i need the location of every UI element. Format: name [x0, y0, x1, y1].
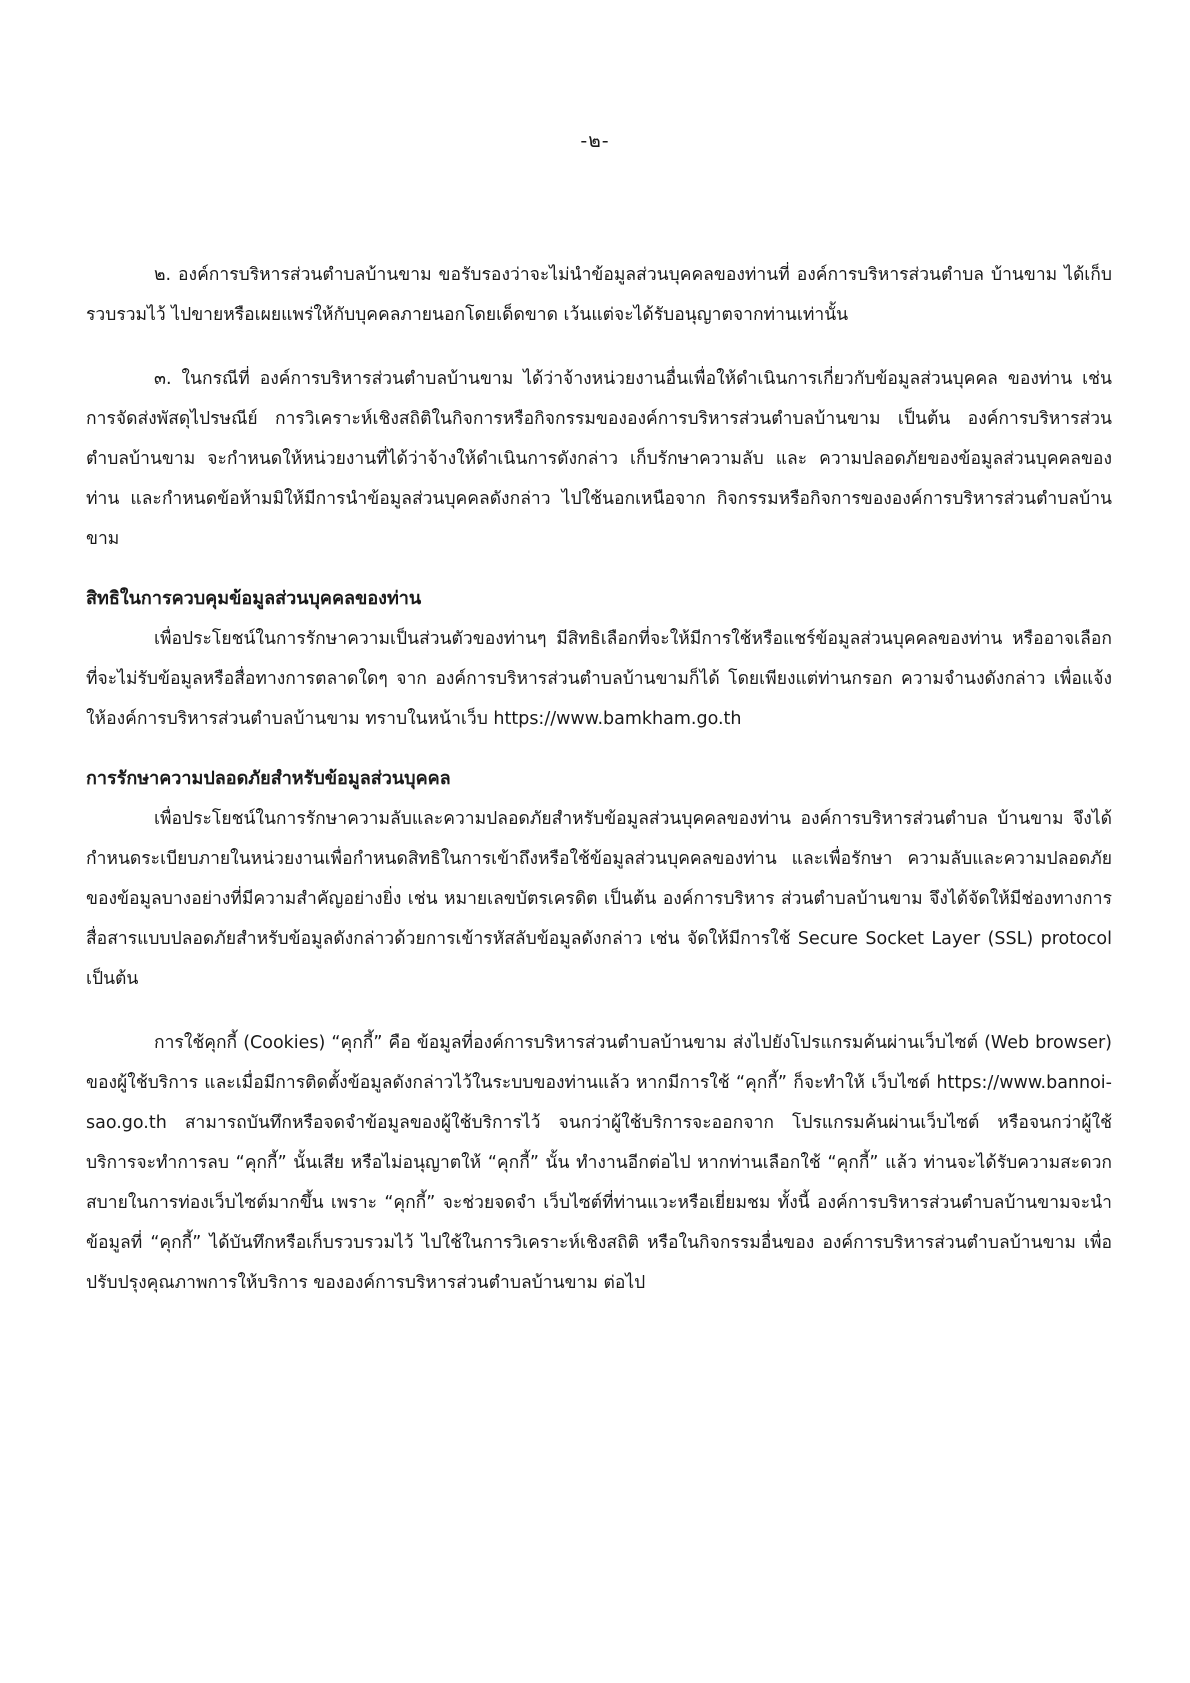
section-heading-data-control-rights: สิทธิในการควบคุมข้อมูลส่วนบุคคลของท่าน [86, 588, 422, 609]
page-number: -๒- [580, 130, 610, 152]
section-heading-data-security: การรักษาความปลอดภัยสำหรับข้อมูลส่วนบุคคล [86, 768, 451, 789]
paragraph-data-security: เพื่อประโยชน์ในการรักษาความลับและความปลอดภัยสำหรับข้อมูลส่วนบุคคลของท่าน องค์การบริหารส่วนตำบล บ้านขาม จึงได้กำหนดระเบียบภายในหน่วยงานเพื่อกำหนดสิทธิในการเข้าถึงหรือใช้ข้อมูลส่วนบุคคลของท่าน และเพื่อรักษา ความลับและความปลอดภัยของข้อมูลบางอย่างที่มีความสำคัญอย่างยิ่ง เช่น หมายเลขบัตรเครดิต เป็นต้น องค์การบริหาร ส่วนตำบลบ้านขาม จึงได้จัดให้มีช่องทางการสื่อสารแบบปลอดภัยสำหรับข้อมูลดังกล่าวด้วยการเข้ารหัสลับข้อมูลดังกล่าว เช่น จัดให้มีการใช้ Secure Socket Layer (SSL) protocol เป็นต้น [86, 809, 1112, 989]
document-body [86, 255, 1112, 1303]
paragraph-item-2: ๒. องค์การบริหารส่วนตำบลบ้านขาม ขอรับรองว่าจะไม่นำข้อมูลส่วนบุคคลของท่านที่ องค์การบริหารส่วนตำบล บ้านขาม ได้เก็บรวบรวมไว้ ไปขายหรือเผยแพร่ให้กับบุคคลภายนอกโดยเด็ดขาด เว้นแต่จะได้รับอนุญาตจากท่านเท่านั้น [86, 265, 1112, 325]
paragraph-cookies: การใช้คุกกี้ (Cookies) “คุกกี้” คือ ข้อมูลที่องค์การบริหารส่วนตำบลบ้านขาม ส่งไปยังโปรแกรมค้นผ่านเว็บไซต์ (Web browser) ของผู้ใช้บริการ และเมื่อมีการติดตั้งข้อมูลดังกล่าวไว้ในระบบของท่านแล้ว หากมีการใช้ “คุกกี้” ก็จะทำให้ เว็บไซต์ https://www.bannoi-sao.go.th สามารถบันทึกหรือจดจำข้อมูลของผู้ใช้บริการไว้ จนกว่าผู้ใช้บริการจะออกจาก โปรแกรมค้นผ่านเว็บไซต์ หรือจนกว่าผู้ใช้บริการจะทำการลบ “คุกกี้” นั้นเสีย หรือไม่อนุญาตให้ “คุกกี้” นั้น ทำงานอีกต่อไป หากท่านเลือกใช้ “คุกกี้” แล้ว ท่านจะได้รับความสะดวกสบายในการท่องเว็บไซต์มากขึ้น เพราะ “คุกกี้” จะช่วยจดจำ เว็บไซต์ที่ท่านแวะหรือเยี่ยมชม ทั้งนี้ องค์การบริหารส่วนตำบลบ้านขามจะนำข้อมูลที่ “คุกกี้” ได้บันทึกหรือเก็บรวบรวมไว้ ไปใช้ในการวิเคราะห์เชิงสถิติ หรือในกิจกรรมอื่นของ องค์การบริหารส่วนตำบลบ้านขาม เพื่อ ปรับปรุงคุณภาพการให้บริการ ขององค์การบริหารส่วนตำบลบ้านขาม ต่อไป [86, 1033, 1112, 1293]
paragraph-data-control: เพื่อประโยชน์ในการรักษาความเป็นส่วนตัวของท่านๆ มีสิทธิเลือกที่จะให้มีการใช้หรือแชร์ข้อมูลส่วนบุคคลของท่าน หรืออาจเลือกที่จะไม่รับข้อมูลหรือสื่อทางการตลาดใดๆ จาก องค์การบริหารส่วนตำบลบ้านขามก็ได้ โดยเพียงแต่ท่านกรอก ความจำนงดังกล่าว เพื่อแจ้งให้องค์การบริหารส่วนตำบลบ้านขาม ทราบในหน้าเว็บ https://www.bamkham.go.th [86, 629, 1112, 729]
paragraph-item-3: ๓. ในกรณีที่ องค์การบริหารส่วนตำบลบ้านขาม ได้ว่าจ้างหน่วยงานอื่นเพื่อให้ดำเนินการเกี่ยวกับข้อมูลส่วนบุคคล ของท่าน เช่น การจัดส่งพัสดุไปรษณีย์ การวิเคราะห์เชิงสถิติในกิจการหรือกิจกรรมขององค์การบริหารส่วนตำบลบ้านขาม เป็นต้น องค์การบริหารส่วนตำบลบ้านขาม จะกำหนดให้หน่วยงานที่ได้ว่าจ้างให้ดำเนินการดังกล่าว เก็บรักษาความลับ และ ความปลอดภัยของข้อมูลส่วนบุคคลของท่าน และกำหนดข้อห้ามมิให้มีการนำข้อมูลส่วนบุคคลดังกล่าว ไปใช้นอกเหนือจาก กิจกรรมหรือกิจการขององค์การบริหารส่วนตำบลบ้านขาม [86, 369, 1112, 549]
